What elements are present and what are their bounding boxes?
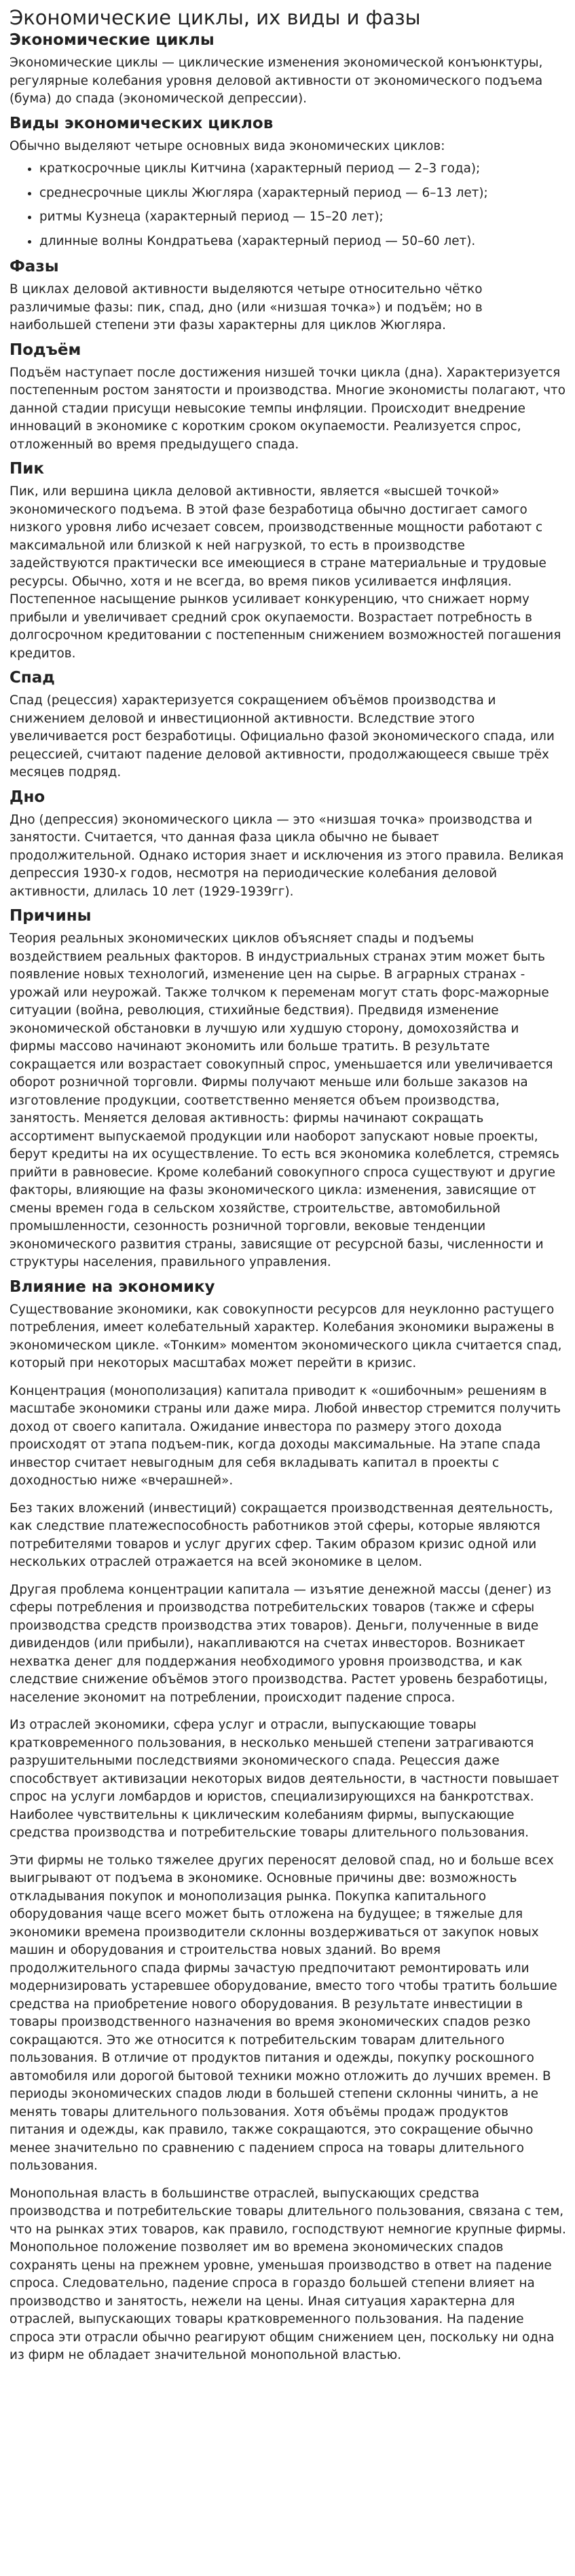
paragraph: Монопольная власть в большинстве отраслей, выпускающих средства производства и потребительские товары длительного пользования, связана с тем, что на рынках этих товаров, как правило, господствуют немногие крупные фирмы. Монопольное положение позволяет им во времена экономических спадов сохранять цены на прежнем уровне, уменьшая производство в ответ на падение спроса. Следовательно, падение спроса в гораздо большей степени влияет на производство и занятость, нежели на цены. Иная ситуация характерна для отраслей, выпускающих товары кратковременного пользования. На падение спроса эти отрасли обычно реагируют общим снижением цен, поскольку ни одна из фирм не обладает значительной монопольной властью. [10,2186,566,2362]
section-phases [10,256,566,335]
paragraph: Существование экономики, как совокупности ресурсов для неуклонно растущего потребления, имеет колебательный характер. Колебания экономики выражены в экономическом цикле. «Тонким» моментом экономического цикла считается спад, который при некоторых масштабах может перейти в кризис. [10,1302,562,1370]
section-recession [10,668,566,782]
section-heading: Причины [10,907,92,925]
section-expansion [10,340,566,455]
paragraph: Без таких вложений (инвестиций) сокращается производственная деятельность, как следствие платежеспособность работников этой сферы, которые являются потребителями товаров и услуг других сфер. Таким образом кризис одной или нескольких отраслей отражается на всей экономике в целом. [10,1501,553,1569]
paragraph: Теория реальных экономических циклов объясняет спады и подъемы воздействием реальных факторов. В индустриальных странах этим может быть появление новых технологий, изменение цен на сырье. В аграрных странах - урожай или неурожай. Также толчком к переменам могут стать форс-мажорные ситуации (война, революция, стихийные бедствия). Предвидя изменение экономической обстановки в лучшую или худшую сторону, домохозяйства и фирмы массово начинают экономить или больше тратить. В результате сокращается или возрастает совокупный спрос, уменьшается или увеличивается оборот розничной торговли. Фирмы получают меньше или больше заказов на изготовление продукции, соответственно меняется объем производства, занятость. Меняется деловая активность: фирмы начинают сокращать ассортимент выпускаемой продукции или наоборот запускают новые проекты, берут кредиты на их осуществление. То есть вся экономика колеблется, стремясь прийти в равновесие. Кроме колебаний совокупного спроса существуют и другие факторы, влияющие на фазы экономического цикла: изменения, зависящие от смены времен года в сельском хозяйстве, строительстве, автомобильной промышленности, сезонность розничной торговли, вековые тенденции экономического развития страны, зависящие от ресурсной базы, численности и структуры населения, правильного управления. [10,931,559,1269]
section-heading: Дно [10,788,45,806]
list-item: • краткосрочные циклы Китчина (характерный период — 2–3 года); [39,160,566,178]
list-item: • ритмы Кузнеца (характерный период — 15–20 лет); [39,208,566,227]
paragraph: Из отраслей экономики, сфера услуг и отрасли, выпускающие товары кратковременного пользования, в несколько меньшей степени затрагиваются разрушительными последствиями экономического спада. Рецессия даже способствует активизации некоторых видов деятельности, в частности повышает спрос на услуги ломбардов и юристов, специализирующихся на банкротствах. Наиболее чувствительны к циклическим колебаниям фирмы, выпускающие средства производства и потребительские товары длительного пользования. [10,1718,559,1840]
section-economic-cycles [10,30,566,109]
section-peak [10,459,566,663]
paragraph: Экономические циклы — циклические изменения экономической конъюнктуры, регулярные колебания уровня деловой активности от экономического подъема (бума) до спада (экономической депрессии). [10,56,543,106]
section-heading: Виды экономических циклов [10,114,274,132]
section-causes [10,906,566,1272]
list-item: • среднесрочные циклы Жюгляра (характерный период — 6–13 лет); [39,185,566,203]
section-heading: Фазы [10,258,59,275]
section-trough [10,787,566,902]
paragraph: Эти фирмы не только тяжелее других переносят деловой спад, но и больше всех выигрывают от подъема в экономике. Основные причины две: возможность откладывания покупок и монополизация рынка. Покупка капитального оборудования чаще всего может быть отложена на будущее; в тяжелые для экономики времена производители склонны воздерживаться от закупок новых машин и оборудования и строительства новых зданий. Во время продолжительного спада фирмы зачастую предпочитают ремонтировать или модернизировать устаревшее оборудование, вместо того чтобы тратить большие средства на приобретение нового оборудования. В результате инвестиции в товары производственного назначения во время экономических спадов резко сокращаются. Это же относится к потребительским товарам длительного пользования. В отличие от продуктов питания и одежды, покупку роскошного автомобиля или дорогой бытовой техники можно отложить до лучших времен. В периоды экономических спадов люди в большей степени склонны чинить, а не менять товары длительного пользования. Хотя объёмы продаж продуктов питания и одежды, как правило, также сокращаются, это сокращение обычно менее значительно по сравнению с падением спроса на товары длительного пользования. [10,1853,557,2173]
section-heading: Подъём [10,341,81,359]
paragraph: Подъём наступает после достижения низшей точки цикла (дна). Характеризуется постепенным ростом занятости и производства. Многие экономисты полагают, что данной стадии присущи невысокие темпы инфляции. Происходит внедрение инноваций в экономике с коротким сроком окупаемости. Реализуется спрос, отложенный во время предыдущего спада. [10,365,566,452]
paragraph: Пик, или вершина цикла деловой активности, является «высшей точкой» экономического подъема. В этой фазе безработица обычно достигает самого низкого уровня либо исчезает совсем, производственные мощности работают с максимальной или близкой к ней нагрузкой, то есть в производстве задействуются практически все имеющиеся в стране материальные и трудовые ресурсы. Обычно, хотя и не всегда, во время пиков усиливается инфляция. Постепенное насыщение рынков усиливает конкуренцию, что снижает норму прибыли и увеличивает средний срок окупаемости. Возрастает потребность в долгосрочном кредитовании с постепенным снижением возможностей погашения кредитов. [10,484,561,661]
paragraph: Другая проблема концентрации капитала — изъятие денежной массы (денег) из сферы потребления и производства потребительских товаров (также и сферы производства средств производства этих товаров). Деньги, полученные в виде дивидендов (или прибыли), накапливаются на счетах инвесторов. Возникает нехватка денег для поддержания необходимого уровня производства, и как следствие снижение объёмов этого производства. Растет уровень безработицы, население экономит на потреблении, происходит падение спроса. [10,1582,552,1705]
paragraph: Дно (депрессия) экономического цикла — это «низшая точка» производства и занятости. Считается, что данная фаза цикла обычно не бывает продолжительной. Однако история знает и исключения из этого правила. Великая депрессия 1930-х годов, несмотря на периодические колебания деловой активности, длилась 10 лет (1929-1939гг). [10,812,564,899]
section-heading: Спад [10,669,55,687]
section-heading: Экономические циклы [10,31,215,49]
paragraph: В циклах деловой активности выделяются четыре относительно чётко различимые фазы: пик, спад, дно (или «низшая точка») и подъём; но в наибольшей степени эти фазы характерны для циклов Жюгляра. [10,282,483,332]
page-title: Экономические циклы, их виды и фазы [10,6,421,29]
list-item: • длинные волны Кондратьева (характерный период — 50–60 лет). [39,233,566,251]
section-impact [10,1277,566,2365]
paragraph: Обычно выделяют четыре основных вида экономических циклов: [10,138,445,153]
section-cycle-types [10,113,566,251]
paragraph: Концентрация (монополизация) капитала приводит к «ошибочным» решениям в масштабе экономики страны или даже мира. Любой инвестор стремится получить доход от своего капитала. Ожидание инвестора по размеру этого дохода происходят от этапа подъем-пик, когда доходы максимальные. На этапе спада инвестор считает невыгодным для себя вкладывать капитал в проекты с доходностью ниже «вчерашней». [10,1383,561,1488]
cycle-types-list [10,160,566,250]
section-heading: Пик [10,460,44,478]
section-heading: Влияние на экономику [10,1277,215,1296]
paragraph: Спад (рецессия) характеризуется сокращением объёмов производства и снижением деловой и инвестиционной активности. Вследствие этого увеличивается рост безработицы. Официально фазой экономического спада, или рецессией, считают падение деловой активности, продолжающееся свыше трёх месяцев подряд. [10,693,555,780]
